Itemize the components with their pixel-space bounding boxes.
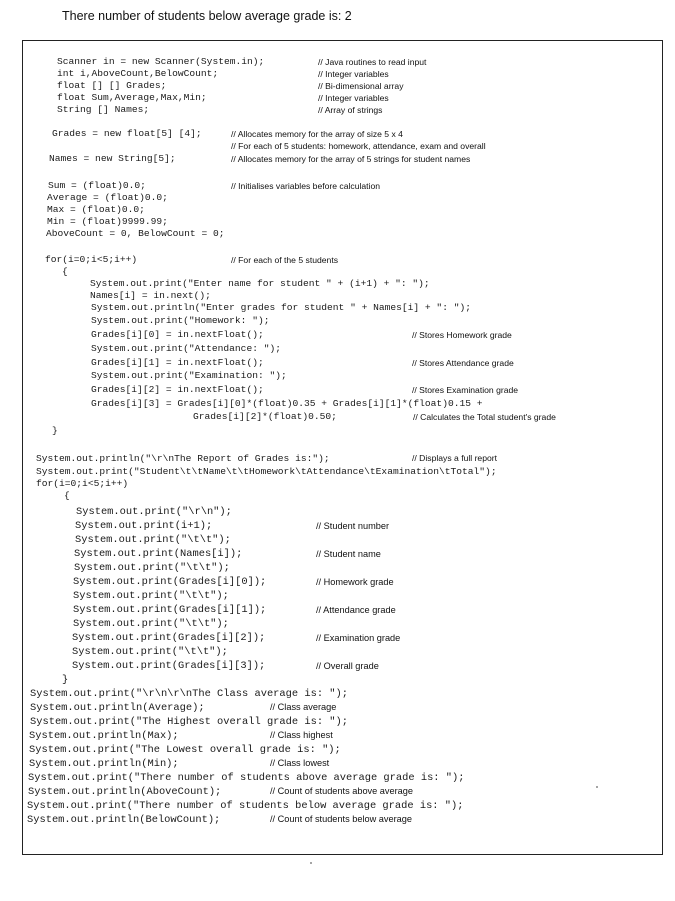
code-line: System.out.println("Enter grades for student " + Names[i] + ": "); [91, 302, 471, 313]
code-line: System.out.println(Max); [29, 730, 179, 742]
code-line: Grades = new float[5] [4]; [52, 128, 202, 139]
code-line: System.out.print("\t\t"); [72, 646, 228, 658]
code-comment: // Integer variables [318, 93, 389, 103]
code-comment: // Class average [270, 702, 337, 712]
output-heading: There number of students below average grade is: 2 [62, 9, 352, 23]
code-line: Names = new String[5]; [49, 153, 176, 164]
code-line: Scanner in = new Scanner(System.in); [57, 56, 265, 67]
code-line: System.out.print("Attendance: "); [91, 343, 281, 354]
code-line: System.out.println(AboveCount); [28, 786, 222, 798]
code-comment: // Class lowest [270, 758, 330, 768]
code-comment: // Java routines to read input [318, 57, 427, 67]
code-line: Grades[i][2]*(float)0.50; [193, 411, 337, 422]
code-line: System.out.print("\t\t"); [74, 562, 230, 574]
code-comment: // For each of the 5 students [231, 255, 339, 265]
code-line: float Sum,Average,Max,Min; [57, 92, 207, 103]
code-line: System.out.print("Enter name for student " + (i+1) + ": "); [90, 278, 430, 289]
code-line: System.out.print("\t\t"); [73, 618, 229, 630]
code-line: float [] [] Grades; [57, 80, 167, 91]
code-line: AboveCount = 0, BelowCount = 0; [46, 228, 225, 239]
code-line: System.out.print("There number of students above average grade is: "); [28, 772, 465, 784]
code-line: System.out.print(Grades[i][0]); [73, 576, 267, 588]
code-line: System.out.println(BelowCount); [27, 814, 221, 826]
code-comment: // Integer variables [318, 69, 389, 79]
code-line: System.out.print("Student\t\tName\t\tHomework\tAttendance\tExamination\tTotal"); [36, 466, 497, 477]
code-line: System.out.println("\r\nThe Report of Grades is:"); [36, 453, 330, 464]
code-line: System.out.print(Names[i]); [74, 548, 243, 560]
code-line: Min = (float)9999.99; [47, 216, 168, 227]
code-comment: // Stores Attendance grade [412, 358, 514, 368]
code-comment: // For each of 5 students: homework, attendance, exam and overall [231, 141, 486, 151]
code-line: Max = (float)0.0; [47, 204, 145, 215]
code-line: Average = (float)0.0; [47, 192, 168, 203]
code-line: System.out.print("Homework: "); [91, 315, 270, 326]
code-line: Grades[i][2] = in.nextFloat(); [91, 384, 264, 395]
code-line: System.out.print("Examination: "); [91, 370, 287, 381]
code-line: Grades[i][0] = in.nextFloat(); [91, 329, 264, 340]
code-brace: } [62, 674, 69, 686]
code-line: Sum = (float)0.0; [48, 180, 146, 191]
code-comment: // Allocates memory for the array of size 5 x 4 [231, 129, 403, 139]
code-comment: // Array of strings [318, 105, 383, 115]
code-line: System.out.print(Grades[i][2]); [72, 632, 266, 644]
code-line: System.out.print(Grades[i][3]); [72, 660, 266, 672]
code-comment: // Displays a full report [412, 453, 498, 463]
scan-speck [596, 786, 598, 788]
code-line: System.out.print("The Highest overall grade is: "); [30, 716, 349, 728]
code-comment: // Student name [316, 549, 381, 559]
scan-speck [310, 862, 312, 864]
code-line: System.out.print("The Lowest overall grade is: "); [29, 744, 341, 756]
code-comment: // Allocates memory for the array of 5 strings for student names [231, 154, 471, 164]
code-comment: // Bi-dimensional array [318, 81, 404, 91]
code-line: Names[i] = in.next(); [90, 290, 211, 301]
code-comment: // Initialises variables before calculation [231, 181, 381, 191]
code-line: System.out.print(i+1); [75, 520, 213, 532]
code-line: int i,AboveCount,BelowCount; [57, 68, 219, 79]
code-brace: { [64, 490, 70, 501]
code-line: System.out.print(Grades[i][1]); [73, 604, 267, 616]
code-line: System.out.println(Average); [30, 702, 205, 714]
code-comment: // Class highest [270, 730, 333, 740]
code-line: System.out.print("There number of students below average grade is: "); [27, 800, 464, 812]
code-comment: // Count of students above average [270, 786, 414, 796]
code-comment: // Stores Homework grade [412, 330, 512, 340]
code-line: System.out.print("\t\t"); [73, 590, 229, 602]
code-comment: // Calculates the Total student's grade [413, 412, 556, 422]
code-line: String [] Names; [57, 104, 150, 115]
code-comment: // Attendance grade [316, 605, 396, 615]
code-comment: // Homework grade [316, 577, 394, 587]
code-line: for(i=0;i<5;i++) [36, 478, 129, 489]
code-comment: // Overall grade [316, 661, 379, 671]
code-line: Grades[i][3] = Grades[i][0]*(float)0.35 + Grades[i][1]*(float)0.15 + [91, 398, 483, 409]
code-line: for(i=0;i<5;i++) [45, 254, 138, 265]
code-comment: // Examination grade [316, 633, 401, 643]
code-comment: // Count of students below average [270, 814, 412, 824]
code-comment: // Student number [316, 521, 390, 531]
code-line: System.out.print("\r\n"); [76, 506, 232, 518]
code-line: System.out.print("\t\t"); [75, 534, 231, 546]
code-brace: { [62, 266, 68, 277]
code-brace: } [52, 425, 58, 436]
code-line: System.out.print("\r\n\r\nThe Class average is: "); [30, 688, 349, 700]
code-line: Grades[i][1] = in.nextFloat(); [91, 357, 264, 368]
code-comment: // Stores Examination grade [412, 385, 519, 395]
code-line: System.out.println(Min); [29, 758, 179, 770]
